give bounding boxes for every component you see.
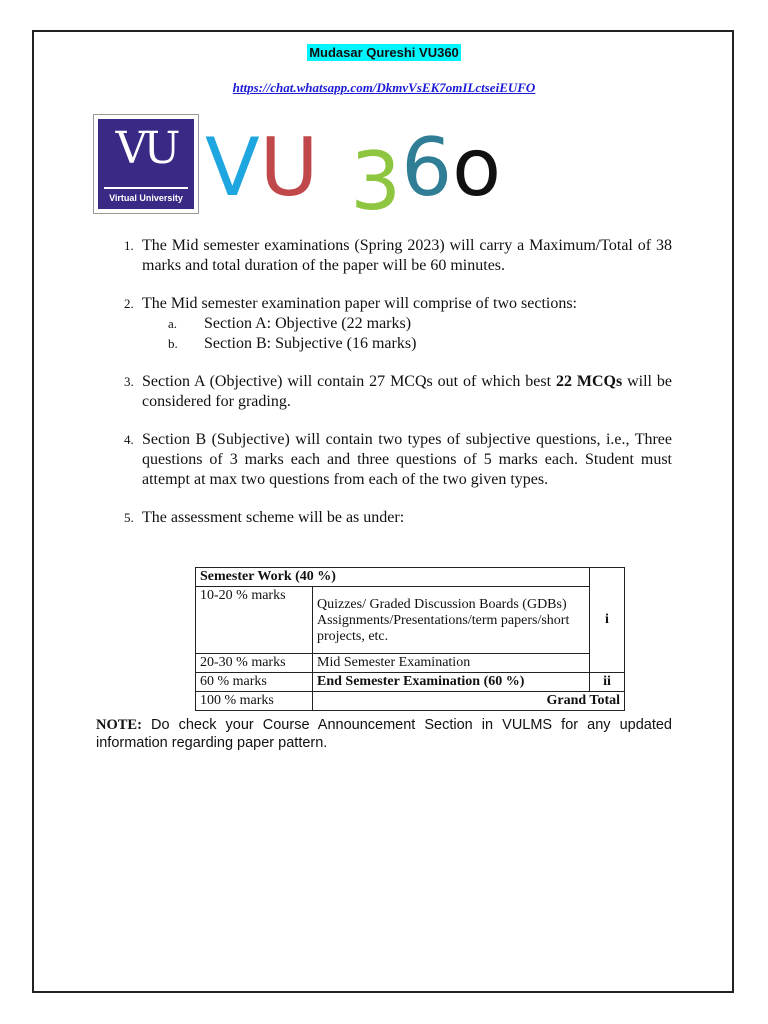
logo-divider	[104, 187, 188, 189]
table-row	[196, 587, 625, 654]
whatsapp-link[interactable]: https://chat.whatsapp.com/DkmvVsEK7omILctseiEUFO	[232, 80, 536, 95]
table-row	[196, 654, 625, 673]
note-label: NOTE:	[96, 717, 142, 733]
virtual-university-logo	[93, 114, 199, 214]
roman-ii-cell: ii	[590, 673, 625, 692]
instruction-item	[124, 372, 672, 412]
semester-work-header: Semester Work (40 %)	[196, 568, 590, 587]
instructions-list	[124, 236, 672, 546]
item-text: The Mid semester examinations (Spring 2023) will carry a Maximum/Total of 38 marks and total duration of the paper will be 60 minutes.	[142, 237, 672, 274]
brand-char-3: 3	[350, 135, 402, 228]
marks-cell: 60 % marks	[196, 673, 313, 692]
description-cell: Mid Semester Examination	[313, 654, 590, 673]
instruction-item	[124, 236, 672, 276]
author-name: Mudasar Qureshi VU360	[309, 45, 459, 60]
table-row	[196, 673, 625, 692]
instruction-item	[124, 430, 672, 490]
instruction-item	[124, 294, 672, 354]
item-text: Section B (Subjective) will contain two types of subjective questions, i.e., Three questions of 3 marks each and three questions of 5 marks each. Student must attempt at max two questions from each of the two given types.	[142, 431, 672, 488]
brand-char-0: o	[452, 121, 502, 214]
vu360-brand-logo	[205, 118, 502, 228]
brand-char-6: 6	[401, 121, 453, 214]
brand-char-v: V	[205, 121, 260, 214]
marks-cell: 100 % marks	[196, 692, 313, 711]
marks-cell: 10-20 % marks	[196, 587, 313, 654]
item-number: 5.	[124, 510, 134, 525]
vu-subtitle: Virtual University	[109, 193, 183, 203]
item-number: 1.	[124, 238, 134, 253]
item-text: The assessment scheme will be as under:	[142, 509, 405, 526]
item-number: 4.	[124, 432, 134, 447]
logo-background	[98, 119, 194, 209]
item-text: The Mid semester examination paper will comprise of two sections:	[142, 295, 577, 312]
table-row	[196, 692, 625, 711]
brand-char-u: U	[259, 121, 319, 214]
description-cell: End Semester Examination (60 %)	[313, 673, 590, 692]
item-number: 3.	[124, 374, 134, 389]
vu-mark: VU	[115, 123, 177, 174]
sub-item-text: Section A: Objective (22 marks)	[204, 315, 412, 332]
sub-item-letter: a.	[168, 316, 178, 331]
description-cell: Quizzes/ Graded Discussion Boards (GDBs) Assignments/Presentations/term papers/short projects, etc.	[313, 587, 590, 654]
author-header	[0, 44, 768, 62]
grand-total-cell: Grand Total	[313, 692, 625, 711]
instruction-item	[124, 508, 672, 528]
item-text-after: will be considered for grading.	[142, 373, 673, 410]
item-number: 2.	[124, 296, 134, 311]
marks-cell: 20-30 % marks	[196, 654, 313, 673]
item-text-before: Section A (Objective) will contain 27 MCQs out of which best	[142, 373, 556, 390]
sub-item-text: Section B: Subjective (16 marks)	[204, 335, 417, 352]
sub-item	[124, 314, 672, 334]
item-text-bold: 22 MCQs	[555, 373, 623, 390]
roman-i-cell: i	[590, 568, 625, 673]
note-text: Do check your Course Announcement Section in VULMS for any updated information regarding paper pattern.	[96, 717, 672, 751]
sub-item-letter: b.	[168, 336, 178, 351]
sub-item	[124, 334, 672, 354]
note-paragraph	[96, 716, 672, 752]
table-row	[196, 568, 625, 587]
assessment-scheme-table	[195, 567, 625, 711]
